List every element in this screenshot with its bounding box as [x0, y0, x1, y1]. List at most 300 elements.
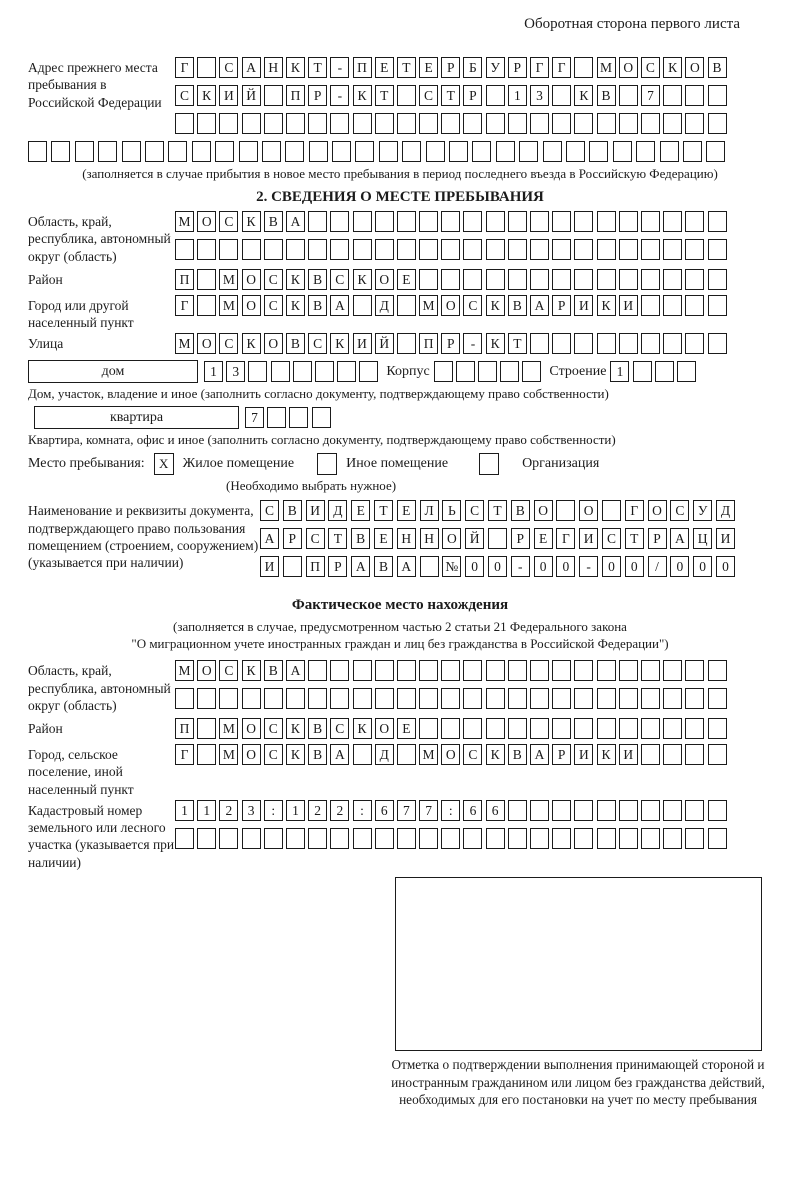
char-cell[interactable]: [641, 688, 660, 709]
char-cell[interactable]: [663, 828, 682, 849]
char-cell[interactable]: Е: [374, 528, 393, 549]
char-cell[interactable]: [508, 688, 527, 709]
char-cell[interactable]: [677, 361, 696, 382]
char-cell[interactable]: :: [441, 800, 460, 821]
char-cell[interactable]: Л: [420, 500, 439, 521]
char-cell[interactable]: С: [308, 333, 327, 354]
char-cell[interactable]: О: [441, 295, 460, 316]
char-cell[interactable]: Т: [374, 500, 393, 521]
inoe-checkbox[interactable]: [317, 453, 337, 475]
char-cell[interactable]: [337, 361, 356, 382]
char-cell[interactable]: [602, 500, 621, 521]
char-cell[interactable]: [508, 828, 527, 849]
city-row[interactable]: [175, 295, 727, 316]
char-cell[interactable]: [419, 269, 438, 290]
char-cell[interactable]: [530, 211, 549, 232]
char-cell[interactable]: [75, 141, 94, 162]
char-cell[interactable]: 1: [610, 361, 629, 382]
char-cell[interactable]: [663, 333, 682, 354]
char-cell[interactable]: [663, 239, 682, 260]
char-cell[interactable]: 3: [530, 85, 549, 106]
char-cell[interactable]: [359, 361, 378, 382]
char-cell[interactable]: [486, 660, 505, 681]
char-cell[interactable]: [375, 828, 394, 849]
document-row-2[interactable]: [260, 528, 735, 549]
char-cell[interactable]: [264, 113, 283, 134]
char-cell[interactable]: [308, 828, 327, 849]
char-cell[interactable]: А: [330, 744, 349, 765]
char-cell[interactable]: [663, 269, 682, 290]
char-cell[interactable]: [663, 113, 682, 134]
char-cell[interactable]: Е: [397, 718, 416, 739]
char-cell[interactable]: -: [463, 333, 482, 354]
house-number-row[interactable]: [204, 361, 378, 382]
char-cell[interactable]: [168, 141, 187, 162]
char-cell[interactable]: [271, 361, 290, 382]
char-cell[interactable]: [463, 718, 482, 739]
char-cell[interactable]: [441, 718, 460, 739]
char-cell[interactable]: О: [375, 269, 394, 290]
char-cell[interactable]: [641, 211, 660, 232]
char-cell[interactable]: [419, 239, 438, 260]
char-cell[interactable]: М: [175, 660, 194, 681]
char-cell[interactable]: [663, 800, 682, 821]
char-cell[interactable]: [375, 239, 394, 260]
char-cell[interactable]: В: [597, 85, 616, 106]
char-cell[interactable]: К: [486, 295, 505, 316]
char-cell[interactable]: Р: [511, 528, 530, 549]
char-cell[interactable]: 0: [625, 556, 644, 577]
char-cell[interactable]: [708, 828, 727, 849]
char-cell[interactable]: А: [397, 556, 416, 577]
char-cell[interactable]: Й: [242, 85, 261, 106]
char-cell[interactable]: В: [264, 211, 283, 232]
char-cell[interactable]: В: [351, 528, 370, 549]
char-cell[interactable]: С: [260, 500, 279, 521]
char-cell[interactable]: [552, 718, 571, 739]
char-cell[interactable]: [478, 361, 497, 382]
char-cell[interactable]: О: [197, 333, 216, 354]
char-cell[interactable]: [508, 660, 527, 681]
char-cell[interactable]: [641, 800, 660, 821]
char-cell[interactable]: [619, 800, 638, 821]
char-cell[interactable]: [315, 361, 334, 382]
char-cell[interactable]: [556, 500, 575, 521]
zhiloe-checkbox[interactable]: X: [154, 453, 174, 475]
char-cell[interactable]: [264, 688, 283, 709]
char-cell[interactable]: Г: [530, 57, 549, 78]
char-cell[interactable]: [353, 688, 372, 709]
organizatsiya-checkbox[interactable]: [479, 453, 499, 475]
char-cell[interactable]: [419, 113, 438, 134]
char-cell[interactable]: [283, 556, 302, 577]
char-cell[interactable]: [219, 113, 238, 134]
stroenie-row[interactable]: [610, 361, 696, 382]
char-cell[interactable]: С: [602, 528, 621, 549]
char-cell[interactable]: [589, 141, 608, 162]
char-cell[interactable]: 3: [242, 800, 261, 821]
char-cell[interactable]: [633, 361, 652, 382]
char-cell[interactable]: В: [511, 500, 530, 521]
char-cell[interactable]: 2: [308, 800, 327, 821]
char-cell[interactable]: 0: [716, 556, 735, 577]
char-cell[interactable]: 1: [175, 800, 194, 821]
char-cell[interactable]: [574, 269, 593, 290]
char-cell[interactable]: [708, 660, 727, 681]
char-cell[interactable]: 1: [286, 800, 305, 821]
district-row[interactable]: [175, 269, 727, 290]
char-cell[interactable]: А: [530, 295, 549, 316]
char-cell[interactable]: [522, 361, 541, 382]
char-cell[interactable]: [574, 688, 593, 709]
char-cell[interactable]: Т: [625, 528, 644, 549]
char-cell[interactable]: С: [670, 500, 689, 521]
char-cell[interactable]: -: [330, 85, 349, 106]
char-cell[interactable]: [353, 828, 372, 849]
prev-address-row-4[interactable]: [28, 141, 772, 162]
actual-city-row[interactable]: [175, 744, 727, 765]
char-cell[interactable]: 0: [602, 556, 621, 577]
char-cell[interactable]: [708, 333, 727, 354]
char-cell[interactable]: [456, 361, 475, 382]
char-cell[interactable]: [397, 113, 416, 134]
char-cell[interactable]: [330, 688, 349, 709]
char-cell[interactable]: 0: [670, 556, 689, 577]
char-cell[interactable]: М: [597, 57, 616, 78]
char-cell[interactable]: [574, 211, 593, 232]
char-cell[interactable]: [286, 113, 305, 134]
char-cell[interactable]: [708, 800, 727, 821]
actual-region-row-1[interactable]: [175, 660, 727, 681]
char-cell[interactable]: [486, 688, 505, 709]
char-cell[interactable]: [708, 239, 727, 260]
char-cell[interactable]: [397, 828, 416, 849]
char-cell[interactable]: К: [286, 744, 305, 765]
char-cell[interactable]: [619, 113, 638, 134]
char-cell[interactable]: [597, 239, 616, 260]
char-cell[interactable]: К: [353, 718, 372, 739]
char-cell[interactable]: Г: [625, 500, 644, 521]
char-cell[interactable]: [685, 113, 704, 134]
char-cell[interactable]: А: [242, 57, 261, 78]
char-cell[interactable]: И: [574, 744, 593, 765]
char-cell[interactable]: :: [353, 800, 372, 821]
char-cell[interactable]: [197, 828, 216, 849]
char-cell[interactable]: [685, 239, 704, 260]
char-cell[interactable]: 7: [641, 85, 660, 106]
char-cell[interactable]: И: [619, 295, 638, 316]
char-cell[interactable]: С: [264, 269, 283, 290]
char-cell[interactable]: У: [693, 500, 712, 521]
char-cell[interactable]: [463, 828, 482, 849]
char-cell[interactable]: [663, 85, 682, 106]
char-cell[interactable]: [239, 141, 258, 162]
char-cell[interactable]: П: [175, 718, 194, 739]
char-cell[interactable]: 1: [197, 800, 216, 821]
char-cell[interactable]: [312, 407, 331, 428]
char-cell[interactable]: [597, 113, 616, 134]
char-cell[interactable]: [145, 141, 164, 162]
char-cell[interactable]: [289, 407, 308, 428]
char-cell[interactable]: В: [374, 556, 393, 577]
char-cell[interactable]: Е: [397, 269, 416, 290]
char-cell[interactable]: С: [419, 85, 438, 106]
char-cell[interactable]: Е: [351, 500, 370, 521]
char-cell[interactable]: 3: [226, 361, 245, 382]
char-cell[interactable]: М: [419, 295, 438, 316]
char-cell[interactable]: [641, 333, 660, 354]
char-cell[interactable]: [215, 141, 234, 162]
char-cell[interactable]: [552, 239, 571, 260]
char-cell[interactable]: В: [283, 500, 302, 521]
char-cell[interactable]: [330, 211, 349, 232]
char-cell[interactable]: [486, 211, 505, 232]
char-cell[interactable]: [552, 113, 571, 134]
char-cell[interactable]: [508, 211, 527, 232]
char-cell[interactable]: [353, 211, 372, 232]
char-cell[interactable]: С: [463, 295, 482, 316]
char-cell[interactable]: [574, 718, 593, 739]
char-cell[interactable]: [330, 828, 349, 849]
char-cell[interactable]: [708, 269, 727, 290]
char-cell[interactable]: [660, 141, 679, 162]
char-cell[interactable]: В: [508, 295, 527, 316]
char-cell[interactable]: С: [306, 528, 325, 549]
char-cell[interactable]: [419, 688, 438, 709]
char-cell[interactable]: С: [465, 500, 484, 521]
char-cell[interactable]: [375, 660, 394, 681]
prev-address-row-2[interactable]: [175, 85, 727, 106]
char-cell[interactable]: [486, 239, 505, 260]
prev-address-row-3[interactable]: [175, 113, 727, 134]
char-cell[interactable]: Г: [175, 744, 194, 765]
char-cell[interactable]: [197, 113, 216, 134]
char-cell[interactable]: [355, 141, 374, 162]
char-cell[interactable]: [122, 141, 141, 162]
char-cell[interactable]: Р: [552, 295, 571, 316]
char-cell[interactable]: Р: [552, 744, 571, 765]
char-cell[interactable]: Й: [465, 528, 484, 549]
char-cell[interactable]: [397, 211, 416, 232]
char-cell[interactable]: 7: [419, 800, 438, 821]
char-cell[interactable]: [441, 660, 460, 681]
char-cell[interactable]: [663, 688, 682, 709]
char-cell[interactable]: [242, 688, 261, 709]
char-cell[interactable]: Р: [441, 57, 460, 78]
char-cell[interactable]: [309, 141, 328, 162]
char-cell[interactable]: [663, 744, 682, 765]
char-cell[interactable]: [552, 688, 571, 709]
char-cell[interactable]: К: [597, 295, 616, 316]
char-cell[interactable]: О: [197, 660, 216, 681]
char-cell[interactable]: [508, 239, 527, 260]
char-cell[interactable]: [708, 718, 727, 739]
char-cell[interactable]: С: [219, 660, 238, 681]
char-cell[interactable]: [264, 828, 283, 849]
char-cell[interactable]: [397, 295, 416, 316]
char-cell[interactable]: Т: [328, 528, 347, 549]
char-cell[interactable]: И: [716, 528, 735, 549]
char-cell[interactable]: [308, 211, 327, 232]
char-cell[interactable]: [463, 113, 482, 134]
char-cell[interactable]: М: [219, 718, 238, 739]
char-cell[interactable]: Т: [508, 333, 527, 354]
char-cell[interactable]: О: [442, 528, 461, 549]
char-cell[interactable]: [597, 828, 616, 849]
char-cell[interactable]: [197, 688, 216, 709]
char-cell[interactable]: [552, 660, 571, 681]
char-cell[interactable]: [402, 141, 421, 162]
char-cell[interactable]: Т: [441, 85, 460, 106]
char-cell[interactable]: Т: [308, 57, 327, 78]
char-cell[interactable]: [486, 113, 505, 134]
char-cell[interactable]: А: [530, 744, 549, 765]
char-cell[interactable]: [685, 660, 704, 681]
char-cell[interactable]: [619, 688, 638, 709]
char-cell[interactable]: [397, 660, 416, 681]
char-cell[interactable]: Г: [556, 528, 575, 549]
char-cell[interactable]: [419, 718, 438, 739]
char-cell[interactable]: [434, 361, 453, 382]
char-cell[interactable]: И: [306, 500, 325, 521]
char-cell[interactable]: №: [442, 556, 461, 577]
char-cell[interactable]: О: [197, 211, 216, 232]
char-cell[interactable]: [508, 113, 527, 134]
char-cell[interactable]: Н: [420, 528, 439, 549]
char-cell[interactable]: А: [260, 528, 279, 549]
char-cell[interactable]: [51, 141, 70, 162]
char-cell[interactable]: Ь: [442, 500, 461, 521]
char-cell[interactable]: [197, 57, 216, 78]
char-cell[interactable]: [242, 828, 261, 849]
char-cell[interactable]: О: [242, 269, 261, 290]
char-cell[interactable]: А: [286, 660, 305, 681]
char-cell[interactable]: [530, 800, 549, 821]
char-cell[interactable]: И: [219, 85, 238, 106]
char-cell[interactable]: С: [641, 57, 660, 78]
char-cell[interactable]: [619, 718, 638, 739]
char-cell[interactable]: О: [534, 500, 553, 521]
char-cell[interactable]: [708, 688, 727, 709]
char-cell[interactable]: [332, 141, 351, 162]
char-cell[interactable]: [597, 660, 616, 681]
char-cell[interactable]: Н: [397, 528, 416, 549]
char-cell[interactable]: [641, 269, 660, 290]
char-cell[interactable]: [449, 141, 468, 162]
char-cell[interactable]: П: [419, 333, 438, 354]
char-cell[interactable]: [219, 688, 238, 709]
char-cell[interactable]: У: [486, 57, 505, 78]
char-cell[interactable]: В: [508, 744, 527, 765]
char-cell[interactable]: [663, 211, 682, 232]
char-cell[interactable]: [619, 828, 638, 849]
char-cell[interactable]: [574, 660, 593, 681]
char-cell[interactable]: 6: [375, 800, 394, 821]
char-cell[interactable]: [574, 57, 593, 78]
char-cell[interactable]: [441, 239, 460, 260]
char-cell[interactable]: [574, 800, 593, 821]
char-cell[interactable]: [597, 688, 616, 709]
prev-address-row-1[interactable]: [175, 57, 727, 78]
char-cell[interactable]: 2: [219, 800, 238, 821]
char-cell[interactable]: [619, 85, 638, 106]
char-cell[interactable]: О: [579, 500, 598, 521]
char-cell[interactable]: [308, 688, 327, 709]
char-cell[interactable]: [488, 528, 507, 549]
char-cell[interactable]: [286, 828, 305, 849]
char-cell[interactable]: [441, 269, 460, 290]
char-cell[interactable]: Р: [463, 85, 482, 106]
char-cell[interactable]: С: [219, 57, 238, 78]
char-cell[interactable]: [574, 113, 593, 134]
char-cell[interactable]: 1: [204, 361, 223, 382]
char-cell[interactable]: [574, 333, 593, 354]
char-cell[interactable]: С: [264, 718, 283, 739]
char-cell[interactable]: И: [619, 744, 638, 765]
char-cell[interactable]: С: [264, 295, 283, 316]
char-cell[interactable]: [685, 295, 704, 316]
char-cell[interactable]: К: [286, 718, 305, 739]
char-cell[interactable]: Т: [488, 500, 507, 521]
char-cell[interactable]: [552, 269, 571, 290]
char-cell[interactable]: К: [242, 211, 261, 232]
char-cell[interactable]: В: [308, 718, 327, 739]
char-cell[interactable]: [619, 211, 638, 232]
char-cell[interactable]: Б: [463, 57, 482, 78]
char-cell[interactable]: Р: [508, 57, 527, 78]
char-cell[interactable]: К: [353, 85, 372, 106]
char-cell[interactable]: [685, 688, 704, 709]
char-cell[interactable]: Т: [375, 85, 394, 106]
char-cell[interactable]: [508, 269, 527, 290]
char-cell[interactable]: [262, 141, 281, 162]
char-cell[interactable]: [419, 211, 438, 232]
char-cell[interactable]: [685, 333, 704, 354]
char-cell[interactable]: С: [219, 333, 238, 354]
char-cell[interactable]: [463, 660, 482, 681]
char-cell[interactable]: В: [308, 744, 327, 765]
char-cell[interactable]: [379, 141, 398, 162]
char-cell[interactable]: 0: [534, 556, 553, 577]
char-cell[interactable]: [566, 141, 585, 162]
korpus-row[interactable]: [434, 361, 542, 382]
char-cell[interactable]: Д: [375, 744, 394, 765]
char-cell[interactable]: К: [574, 85, 593, 106]
char-cell[interactable]: [663, 660, 682, 681]
char-cell[interactable]: [486, 85, 505, 106]
char-cell[interactable]: [530, 239, 549, 260]
char-cell[interactable]: Е: [375, 57, 394, 78]
char-cell[interactable]: [463, 688, 482, 709]
char-cell[interactable]: -: [579, 556, 598, 577]
char-cell[interactable]: [419, 660, 438, 681]
char-cell[interactable]: [685, 211, 704, 232]
char-cell[interactable]: К: [597, 744, 616, 765]
char-cell[interactable]: П: [286, 85, 305, 106]
char-cell[interactable]: О: [648, 500, 667, 521]
char-cell[interactable]: [375, 113, 394, 134]
char-cell[interactable]: М: [419, 744, 438, 765]
char-cell[interactable]: [463, 269, 482, 290]
char-cell[interactable]: Д: [328, 500, 347, 521]
char-cell[interactable]: Н: [264, 57, 283, 78]
char-cell[interactable]: [219, 239, 238, 260]
actual-region-row-2[interactable]: [175, 688, 727, 709]
char-cell[interactable]: [419, 828, 438, 849]
char-cell[interactable]: [472, 141, 491, 162]
char-cell[interactable]: [641, 239, 660, 260]
char-cell[interactable]: [353, 660, 372, 681]
